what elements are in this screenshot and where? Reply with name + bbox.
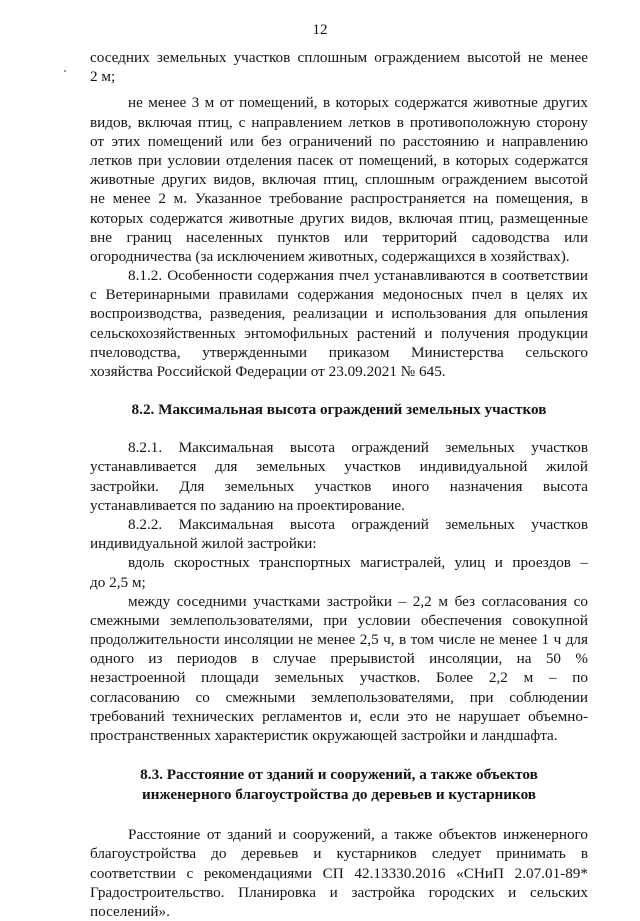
text-line: благоустройства до деревьев и кустарников следует принимать в (90, 845, 588, 863)
text-line: 8.2.2. Максимальная высота ограждений земельных участков (128, 515, 588, 533)
text-line: вне границ населенных пунктов или территорий садоводства или (90, 228, 588, 246)
paragraph-8-3 (90, 825, 588, 921)
text-line: 8.1.2. Особенности содержания пчел устанавливаются в соответствии (128, 267, 588, 285)
text-line: 8.2.1. Максимальная высота ограждений земельных участков (128, 439, 588, 457)
text-line: согласованию со смежными землепользователями, при соблюдении (90, 688, 588, 706)
text-line: индивидуальной жилой застройки: (90, 535, 317, 553)
section-heading-8-3 (90, 765, 588, 805)
text-line: 2 м; (90, 68, 116, 86)
document-body (90, 48, 588, 921)
text-line: требований технических регламентов и, если это не нарушает объемно- (90, 707, 588, 725)
text-line: незастроенной площади земельных участков. Более 2,2 м – по (90, 669, 588, 687)
section-heading-8-2 (90, 400, 588, 420)
text-line: пчеловодства, утвержденными приказом Министерства сельского (90, 343, 588, 361)
text-line: Расстояние от зданий и сооружений, а также объектов инженерного (128, 826, 588, 844)
text-line: соседних земельных участков сплошным ограждением высотой не менее (90, 49, 588, 66)
text-line: животные других видов, включая птиц, сплошным ограждением высотой (90, 171, 588, 189)
margin-dot-mark (64, 70, 66, 72)
text-line: не менее 2 м. Указанное требование распространяется на помещения, в (90, 190, 588, 208)
text-line: поселений». (90, 902, 170, 920)
text-line: до 2,5 м; (90, 573, 146, 591)
text-line: летков при условии отделения пасек от помещений, в которых содержатся (90, 151, 588, 169)
text-line: видов, включая птиц, с направлением летков в противоположную сторону (90, 113, 588, 131)
text-line: соответствии с рекомендациями СП 42.13330.2016 «СНиП 2.07.01-89* (90, 864, 588, 882)
text-line: которых содержатся животные других видов, включая птиц, размещенные (90, 209, 588, 227)
text-line: между соседними участками застройки – 2,2 м без согласования со (128, 592, 588, 610)
heading-line: 8.3. Расстояние от зданий и сооружений, а также объектов (140, 766, 538, 784)
text-line: Градостроительство. Планировка и застройка городских и сельских (90, 883, 588, 901)
text-line: с Ветеринарными правилами содержания медоносных пчел в целях их (90, 286, 588, 304)
text-line: воспроизводства, разведения, реализации и использования для опыления (90, 305, 588, 323)
text-line: от этих помещений или без ограничений по расстоянию и направлению (90, 132, 588, 150)
continuation-paragraph (90, 48, 588, 86)
text-line: не менее 3 м от помещений, в которых содержатся животные других (128, 94, 588, 112)
text-line: смежными землепользователями, при условии обеспечения совокупной (90, 611, 588, 629)
text-line: одного из периодов в случае прерывистой инсоляции, на 50 % (90, 650, 588, 668)
heading-line: 8.2. Максимальная высота ограждений земельных участков (131, 401, 547, 419)
text-line: продолжительности инсоляции не менее 2,5 ч, в том числе не менее 1 ч для (90, 631, 588, 649)
text-line: хозяйства Российской Федерации от 23.09.2021 № 645. (90, 363, 446, 380)
text-line: вдоль скоростных транспортных магистралей, улиц и проездов – (128, 554, 588, 572)
paragraph-along-roads (90, 553, 588, 591)
text-line: пространственных характеристик окружающей застройки и ландшафта. (90, 727, 558, 744)
paragraph-min-3m (90, 93, 588, 266)
text-line: сельскохозяйственных энтомофильных растений и получения продукции (90, 324, 588, 342)
text-line: устанавливается для земельных участков индивидуальной жилой (90, 458, 588, 476)
paragraph-between-plots (90, 592, 588, 746)
text-line: застройки. Для земельных участков иного назначения высота (90, 477, 588, 495)
text-line: устанавливается по заданию на проектирование. (90, 496, 405, 514)
paragraph-8-2-2 (90, 515, 588, 553)
paragraph-8-2-1 (90, 438, 588, 515)
text-line: огородничества (за исключением животных, содержащихся в хозяйствах). (90, 247, 570, 265)
paragraph-8-1-2 (90, 266, 588, 381)
heading-line: инженерного благоустройства до деревьев и кустарников (142, 786, 536, 804)
page-number: 12 (312, 22, 328, 38)
